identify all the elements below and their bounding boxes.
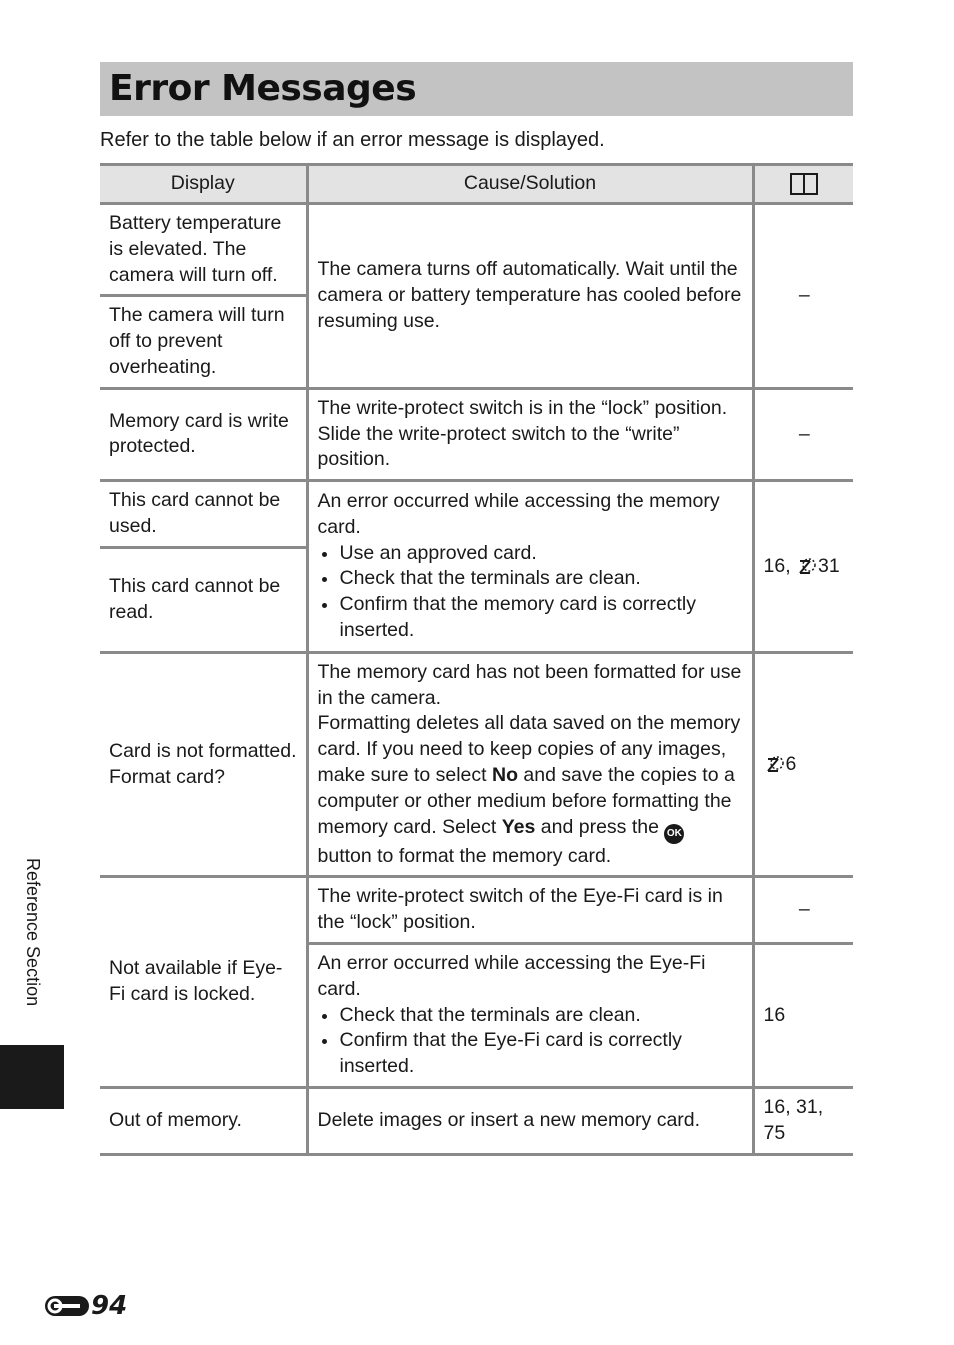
- cause-fragment: Formatting deletes all data saved on the memory card. If you need to keep copies of any images, make sure to select: [317, 712, 741, 786]
- book-icon: [790, 173, 818, 195]
- cause-cell: The write-protect switch is in the “lock” position. Slide the write-protect switch to the “write” position.: [307, 388, 753, 480]
- cause-cell: [307, 652, 753, 877]
- section-side-label: Reference Section: [23, 858, 43, 1007]
- ok-button-icon: OK: [664, 824, 684, 844]
- header-cause: Cause/Solution: [307, 165, 753, 204]
- page-cell: –: [753, 877, 853, 944]
- list-item: Check that the terminals are clean.: [318, 1003, 744, 1029]
- cause-text: An error occurred while accessing the memory card.: [317, 490, 720, 538]
- table-row: [100, 652, 853, 877]
- display-cell: Memory card is write protected.: [100, 388, 307, 480]
- list-item: Confirm that the memory card is correctly inserted.: [318, 592, 744, 644]
- cause-cell: The write-protect switch of the Eye-Fi card is in the “lock” position.: [307, 877, 753, 944]
- header-page: [753, 165, 853, 204]
- display-cell: Not available if Eye-Fi card is locked.: [100, 877, 307, 1088]
- reference-section-icon: [796, 555, 818, 575]
- cause-cell: [307, 943, 753, 1087]
- page-number-text: 94: [91, 1291, 128, 1321]
- header-display: Display: [100, 165, 307, 204]
- display-cell: The camera will turn off to prevent overheating.: [100, 296, 307, 388]
- page-cell: 16, 31, 75: [753, 1087, 853, 1154]
- page-title: Error Messages: [109, 68, 417, 109]
- display-cell: Card is not formatted. Format card?: [100, 652, 307, 877]
- list-item: Confirm that the Eye-Fi card is correctly inserted.: [318, 1028, 744, 1080]
- cause-cell: Delete images or insert a new memory card.: [307, 1087, 753, 1154]
- page-number: [45, 1290, 127, 1322]
- table-row: [100, 877, 853, 944]
- table-row: [100, 204, 853, 296]
- cause-cell: The camera turns off automatically. Wait until the camera or battery temperature has cooled before resuming use.: [307, 204, 753, 389]
- bullet-list: [318, 1003, 744, 1080]
- title-bar: [100, 62, 853, 116]
- cause-text: An error occurred while accessing the Eye-Fi card.: [317, 951, 706, 1000]
- display-cell: This card cannot be read.: [100, 547, 307, 652]
- display-cell: Out of memory.: [100, 1087, 307, 1154]
- section-tab: [0, 1045, 64, 1109]
- cause-fragment: button to format the memory card.: [317, 844, 612, 867]
- table-row: [100, 1087, 853, 1154]
- table-header-row: [100, 165, 853, 204]
- error-table: [100, 163, 853, 1156]
- reference-section-icon: [764, 753, 786, 773]
- page-ref-number: 31: [818, 554, 840, 577]
- page-ref-text: 16,: [763, 554, 797, 577]
- page-ref-number: 6: [785, 752, 797, 775]
- display-cell: This card cannot be used.: [100, 481, 307, 548]
- bullet-list: [318, 541, 744, 644]
- list-item: Use an approved card.: [318, 541, 744, 567]
- cause-text: The memory card has not been formatted for use in the camera.: [317, 660, 742, 709]
- yes-label: Yes: [501, 815, 536, 838]
- page-cell: –: [753, 204, 853, 389]
- cause-fragment: and save the copies to a computer or other medium before formatting the memory card. Select: [317, 763, 735, 838]
- list-item: Check that the terminals are clean.: [318, 566, 744, 592]
- intro-text: Refer to the table below if an error message is displayed.: [100, 129, 605, 151]
- table-row: [100, 481, 853, 548]
- cause-fragment: and press the: [535, 815, 665, 838]
- page-cell: –: [753, 388, 853, 480]
- cause-text: [318, 711, 744, 869]
- cause-cell: [307, 481, 753, 653]
- no-label: No: [492, 763, 518, 786]
- page-cell: [753, 652, 853, 877]
- e-section-icon: [45, 1294, 89, 1318]
- page-cell: [753, 481, 853, 653]
- table-row: [100, 388, 853, 480]
- page-cell: 16: [753, 943, 853, 1087]
- display-cell: Battery temperature is elevated. The camera will turn off.: [100, 204, 307, 296]
